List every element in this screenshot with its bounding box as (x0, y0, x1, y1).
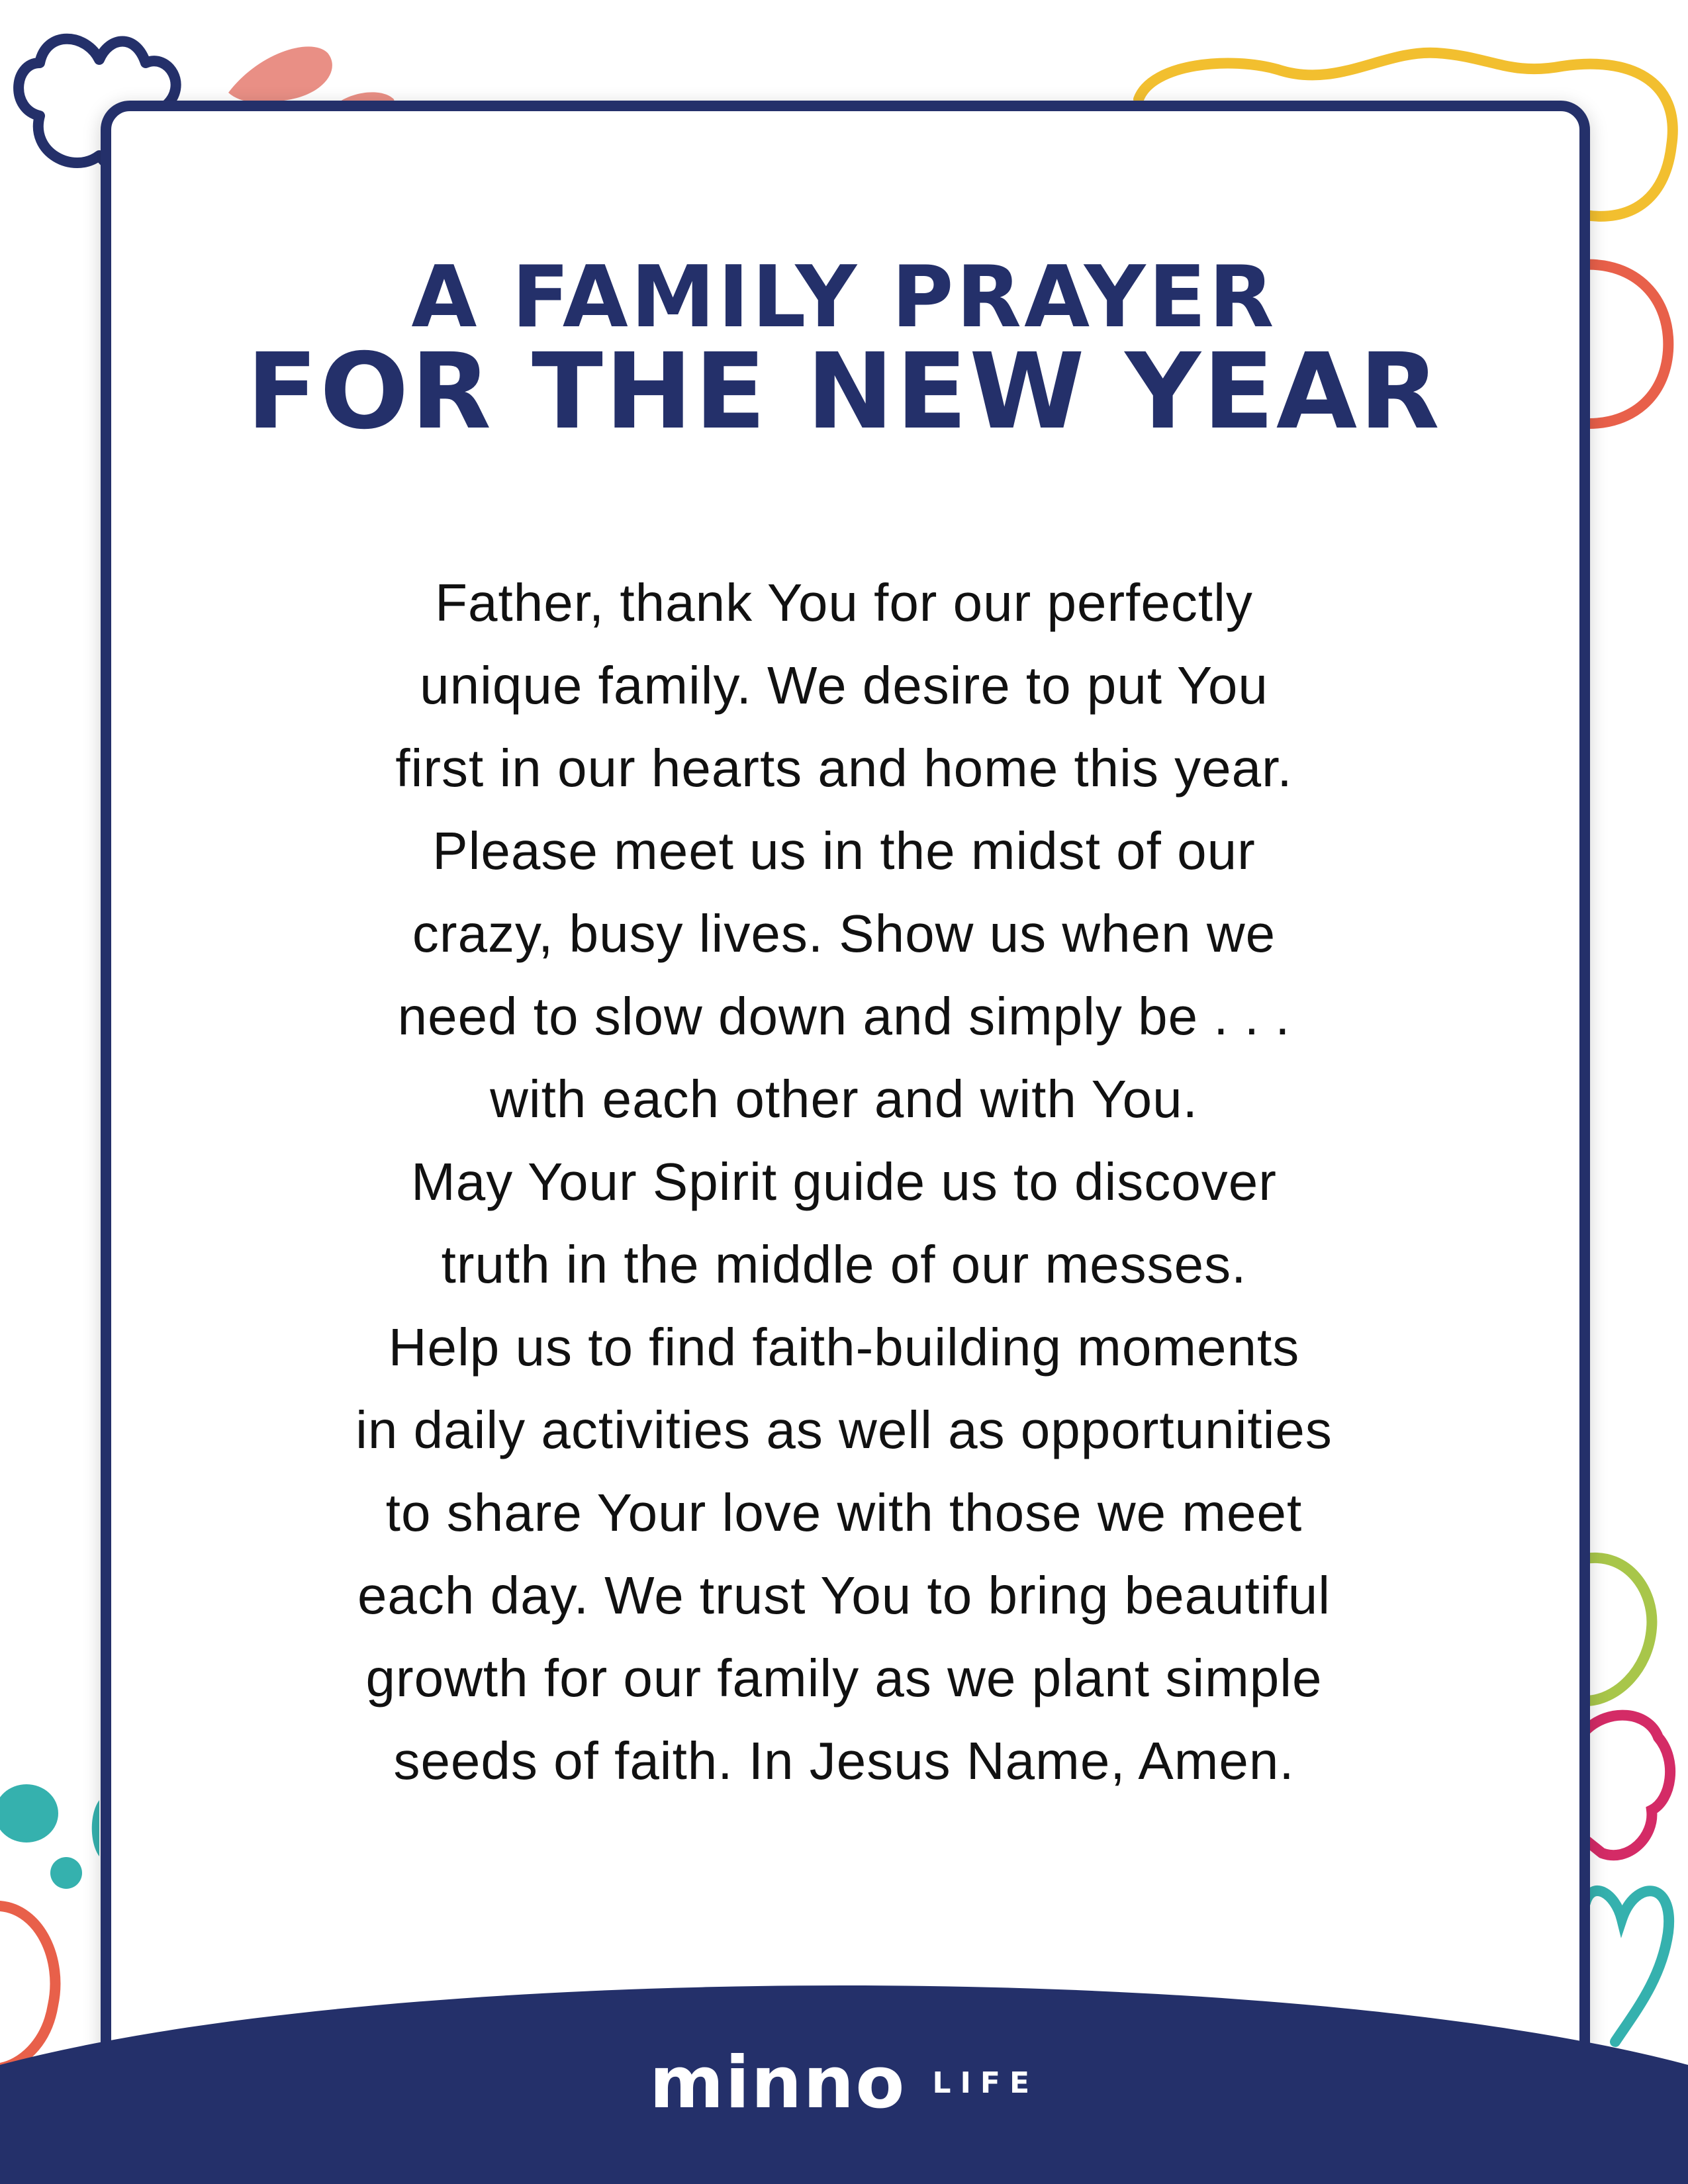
brand-suffix: LIFE (932, 2066, 1039, 2100)
title-line-2: FOR THE NEW YEAR (246, 331, 1442, 453)
prayer-line: in daily activities as well as opportunities (355, 1400, 1333, 1459)
prayer-line: truth in the middle of our messes. (441, 1235, 1247, 1294)
prayer-line: with each other and with You. (490, 1069, 1198, 1128)
prayer-line: Help us to find faith-building moments (388, 1318, 1300, 1377)
brand-name: minno (649, 2042, 906, 2124)
prayer-line: need to slow down and simply be . . . (397, 987, 1291, 1046)
title-line-1: A FAMILY PRAYER (411, 248, 1277, 347)
prayer-line: to share Your love with those we meet (385, 1483, 1303, 1542)
prayer-line: first in our hearts and home this year. (395, 739, 1293, 797)
prayer-line: growth for our family as we plant simple (365, 1649, 1323, 1707)
prayer-line: each day. We trust You to bring beautiful (357, 1566, 1331, 1625)
prayer-line: crazy, busy lives. Show us when we (412, 904, 1276, 963)
brand-logo (0, 2042, 1688, 2124)
prayer-line: Please meet us in the midst of our (432, 821, 1256, 880)
prayer-line: seeds of faith. In Jesus Name, Amen. (393, 1731, 1295, 1790)
prayer-line: Father, thank You for our perfectly (435, 573, 1253, 632)
prayer-line: unique family. We desire to put You (420, 656, 1268, 715)
prayer-line: May Your Spirit guide us to discover (411, 1152, 1277, 1211)
